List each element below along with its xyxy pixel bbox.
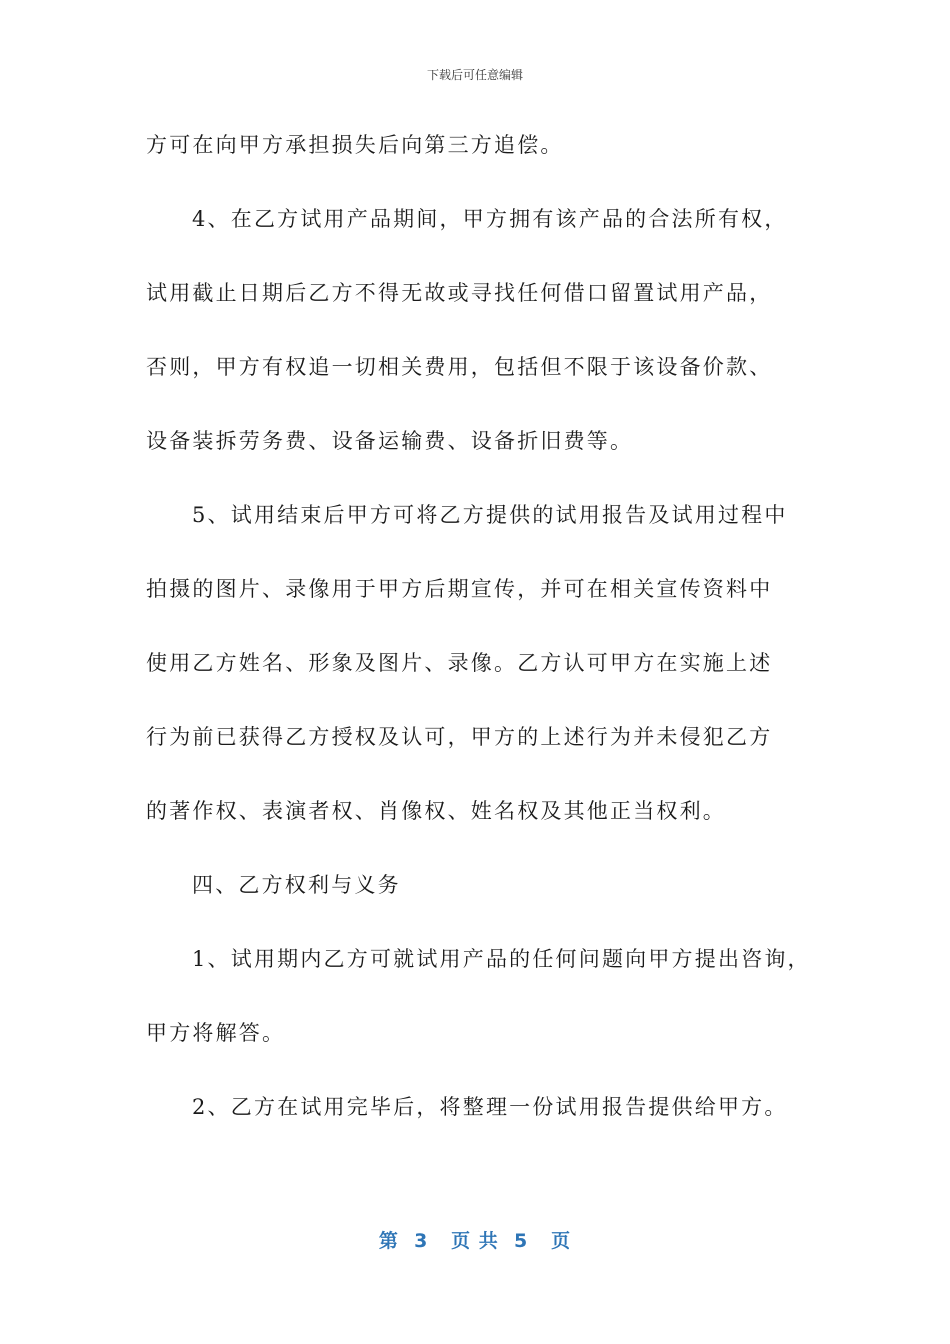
paragraph-line: 拍摄的图片、录像用于甲方后期宣传，并可在相关宣传资料中: [146, 577, 773, 601]
paragraph-line: 4、在乙方试用产品期间，甲方拥有该产品的合法所有权，: [192, 207, 788, 231]
paragraph-line: 2、乙方在试用完毕后，将整理一份试用报告提供给甲方。: [192, 1095, 788, 1119]
paragraph-line: 否则，甲方有权追一切相关费用，包括但不限于该设备价款、: [146, 355, 773, 379]
paragraph-line: 的著作权、表演者权、肖像权、姓名权及其他正当权利。: [146, 799, 726, 823]
section-heading: 四、乙方权利与义务: [192, 873, 401, 897]
page-header: 下载后可任意编辑: [426, 68, 523, 82]
paragraph-line: 方可在向甲方承担损失后向第三方追偿。: [146, 133, 564, 157]
paragraph-line: 行为前已获得乙方授权及认可，甲方的上述行为并未侵犯乙方: [146, 725, 773, 749]
paragraph-line: 5、试用结束后甲方可将乙方提供的试用报告及试用过程中: [192, 503, 788, 527]
paragraph-line: 甲方将解答。: [146, 1021, 286, 1045]
paragraph-line: 使用乙方姓名、形象及图片、录像。乙方认可甲方在实施上述: [146, 651, 773, 675]
paragraph-line: 设备装拆劳务费、设备运输费、设备折旧费等。: [146, 429, 634, 453]
paragraph-line: 试用截止日期后乙方不得无故或寻找任何借口留置试用产品，: [146, 281, 773, 305]
paragraph-line: 1、试用期内乙方可就试用产品的任何问题向甲方提出咨询，: [192, 947, 811, 971]
page-footer: 第 3 页 共 5 页: [378, 1230, 572, 1252]
